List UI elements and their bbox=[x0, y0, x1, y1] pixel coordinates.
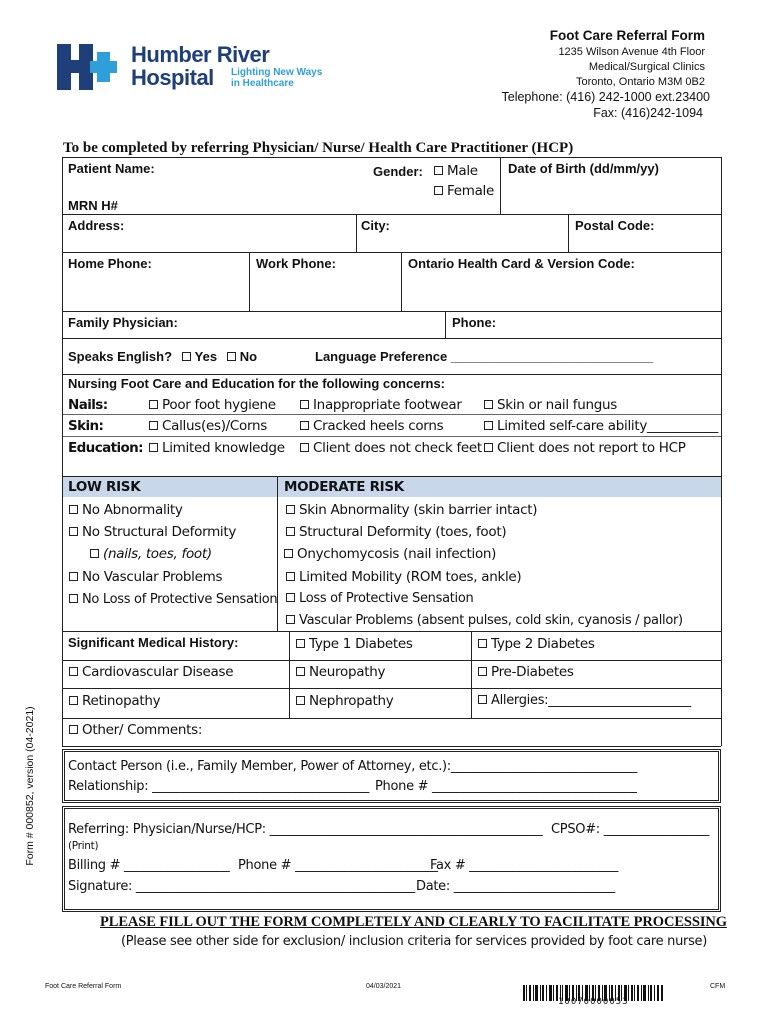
fill-out-subnotice: (Please see other side for exclusion/ inclusion criteria for services provided by foot care nurse) bbox=[121, 934, 708, 949]
cpso-line[interactable]: CPSO#: _________________ bbox=[551, 822, 710, 837]
health-card-label: Ontario Health Card & Version Code: bbox=[408, 256, 635, 271]
gender-label bbox=[373, 164, 423, 179]
history-text: Other/ Comments: bbox=[82, 722, 203, 738]
address-line2: Medical/Surgical Clinics bbox=[588, 61, 705, 73]
signature-line[interactable]: Signature: _____________________________________________ bbox=[68, 879, 415, 894]
male-checkbox[interactable] bbox=[434, 166, 443, 175]
mrn-label: MRN H# bbox=[68, 198, 118, 213]
moderate-risk-item[interactable] bbox=[286, 613, 683, 628]
history-item[interactable] bbox=[69, 722, 202, 738]
concern-education-c2[interactable] bbox=[300, 440, 482, 456]
logo-tagline1: Lighting New Ways bbox=[231, 67, 323, 78]
moderate-risk-item[interactable] bbox=[286, 591, 473, 606]
low-risk-title: LOW RISK bbox=[68, 479, 141, 495]
concern-checkbox[interactable] bbox=[484, 400, 493, 409]
low-risk-text: No Vascular Problems bbox=[82, 569, 223, 585]
form-title: Foot Care Referral Form bbox=[549, 28, 705, 43]
low-risk-item[interactable] bbox=[69, 592, 277, 607]
speaks-english-row bbox=[68, 349, 257, 364]
moderate-risk-text: Vascular Problems (absent pulses, cold skin, cyanosis / pallor) bbox=[299, 613, 683, 628]
referrer-phone-line[interactable]: Phone # _______________________ bbox=[238, 858, 438, 873]
hospital-logo bbox=[57, 42, 327, 94]
concern-nails-c1-text: Poor foot hygiene bbox=[162, 397, 276, 413]
gender-female-text: Female bbox=[447, 183, 495, 199]
low-risk-item[interactable] bbox=[69, 502, 183, 518]
family-physician-label: Family Physician: bbox=[68, 315, 178, 330]
concern-education-c3-text: Client does not report to HCP bbox=[497, 440, 686, 456]
concern-label-education: Education: bbox=[68, 440, 143, 456]
concern-checkbox[interactable] bbox=[300, 421, 309, 430]
history-checkbox[interactable] bbox=[478, 667, 487, 676]
footer-center-date: 04/03/2021 bbox=[366, 983, 402, 990]
low-risk-item[interactable] bbox=[69, 569, 222, 585]
concern-education-c3[interactable] bbox=[484, 440, 686, 456]
low-risk-text: No Loss of Protective Sensation bbox=[82, 592, 278, 607]
history-checkbox[interactable] bbox=[478, 639, 487, 648]
postal-code-label: Postal Code: bbox=[575, 218, 655, 233]
contact-phone-line[interactable]: Phone # _________________________________ bbox=[375, 779, 637, 794]
moderate-risk-checkbox[interactable] bbox=[286, 593, 295, 602]
patient-name-label: Patient Name: bbox=[68, 161, 155, 176]
history-item[interactable] bbox=[296, 664, 385, 680]
concern-education-c2-text: Client does not check feet bbox=[313, 440, 482, 456]
moderate-risk-item[interactable] bbox=[286, 524, 506, 540]
concern-education-c1[interactable] bbox=[149, 440, 285, 456]
concern-checkbox[interactable] bbox=[484, 421, 493, 430]
moderate-risk-checkbox[interactable] bbox=[284, 549, 293, 558]
fax: Fax: (416)242-1094 bbox=[593, 106, 703, 120]
dob-label: Date of Birth (dd/mm/yy) bbox=[508, 161, 659, 176]
gender-male-text: Male bbox=[447, 163, 478, 179]
referring-line[interactable]: Referring: Physician/Nurse/HCP: ____________________________________________ bbox=[68, 822, 543, 837]
history-text: Type 2 Diabetes bbox=[491, 636, 595, 652]
concern-nails-c2[interactable] bbox=[300, 397, 462, 413]
address-line3: Toronto, Ontario M3M 0B2 bbox=[575, 76, 705, 88]
concern-checkbox[interactable] bbox=[149, 400, 158, 409]
history-text: Pre-Diabetes bbox=[491, 664, 574, 680]
history-item[interactable] bbox=[478, 664, 574, 680]
concern-label-nails: Nails: bbox=[68, 397, 108, 413]
speaks-english-yes: Yes bbox=[194, 349, 218, 364]
concern-nails-c3-text: Skin or nail fungus bbox=[497, 397, 618, 413]
history-text: Cardiovascular Disease bbox=[82, 664, 234, 680]
concern-nails-c3[interactable] bbox=[484, 397, 617, 413]
concern-skin-c2[interactable] bbox=[300, 418, 443, 434]
moderate-risk-checkbox[interactable] bbox=[286, 505, 295, 514]
language-preference-label: Language Preference ____________________________ bbox=[315, 349, 654, 364]
print-note: (Print) bbox=[68, 840, 99, 852]
logo-line1: Humber River bbox=[131, 42, 270, 67]
barcode-number: 10070000053 bbox=[558, 997, 629, 1007]
concerns-title: Nursing Foot Care and Education for the following concerns: bbox=[68, 376, 446, 391]
history-item[interactable] bbox=[69, 664, 233, 680]
concern-skin-c3-text: Limited self-care ability___________ bbox=[497, 418, 718, 434]
gender-male-option[interactable] bbox=[434, 163, 478, 179]
history-item[interactable] bbox=[69, 693, 160, 709]
concern-checkbox[interactable] bbox=[300, 400, 309, 409]
moderate-risk-text: Structural Deformity (toes, foot) bbox=[299, 524, 507, 540]
low-risk-checkbox[interactable] bbox=[69, 527, 78, 536]
low-risk-text: No Structural Deformity bbox=[82, 524, 237, 540]
history-checkbox[interactable] bbox=[69, 667, 78, 676]
instruction-heading: To be completed by referring Physician/ Nurse/ Health Care Practitioner (HCP) bbox=[63, 140, 574, 156]
work-phone-label: Work Phone: bbox=[256, 256, 336, 271]
moderate-risk-item[interactable] bbox=[286, 569, 521, 585]
history-text: Allergies:_______________________ bbox=[491, 693, 691, 708]
concern-checkbox[interactable] bbox=[300, 443, 309, 452]
moderate-risk-item[interactable] bbox=[286, 502, 537, 518]
history-checkbox[interactable] bbox=[69, 725, 78, 734]
history-item[interactable] bbox=[478, 693, 691, 708]
concern-label-skin: Skin: bbox=[68, 418, 104, 434]
moderate-risk-text: Limited Mobility (ROM toes, ankle) bbox=[299, 569, 522, 585]
low-risk-item[interactable] bbox=[90, 546, 212, 562]
history-text: Type 1 Diabetes bbox=[309, 636, 413, 652]
low-risk-checkbox[interactable] bbox=[69, 594, 78, 603]
low-risk-text: No Abnormality bbox=[82, 502, 183, 518]
gender-female-option[interactable] bbox=[434, 183, 494, 199]
logo-tagline2: in Healthcare bbox=[231, 78, 294, 89]
logo-line2: Hospital bbox=[131, 65, 214, 90]
home-phone-label: Home Phone: bbox=[68, 256, 152, 271]
physician-phone-label: Phone: bbox=[452, 315, 497, 330]
low-risk-checkbox[interactable] bbox=[69, 572, 78, 581]
city-label: City: bbox=[361, 218, 390, 233]
concern-skin-c2-text: Cracked heels corns bbox=[313, 418, 444, 434]
low-risk-text: (nails, toes, foot) bbox=[103, 546, 212, 562]
referrer-fax-line[interactable]: Fax # ________________________ bbox=[430, 858, 619, 873]
low-risk-checkbox[interactable] bbox=[90, 549, 99, 558]
female-checkbox[interactable] bbox=[434, 186, 443, 195]
fill-out-notice: PLEASE FILL OUT THE FORM COMPLETELY AND CLEARLY TO FACILITATE PROCESSING bbox=[100, 914, 727, 930]
moderate-risk-checkbox[interactable] bbox=[286, 615, 295, 624]
history-item[interactable] bbox=[296, 636, 413, 652]
concern-skin-c1-text: Callus(es)/Corns bbox=[162, 418, 267, 434]
concern-checkbox[interactable] bbox=[484, 443, 493, 452]
moderate-risk-checkbox[interactable] bbox=[286, 572, 295, 581]
address-line1-text: 1235 Wilson Avenue 4th Floor bbox=[558, 46, 705, 58]
contact-box bbox=[62, 749, 721, 803]
speaks-english-yes-checkbox[interactable] bbox=[182, 352, 191, 361]
concern-skin-c1[interactable] bbox=[149, 418, 267, 434]
concern-nails-c1[interactable] bbox=[149, 397, 276, 413]
history-text: Neuropathy bbox=[309, 664, 386, 680]
logo-h-icon bbox=[57, 44, 125, 90]
concern-skin-c3[interactable] bbox=[484, 418, 718, 434]
date-line[interactable]: Date: __________________________ bbox=[416, 879, 615, 894]
low-risk-item[interactable] bbox=[69, 524, 236, 540]
speaks-english-no: No bbox=[239, 349, 258, 364]
history-checkbox[interactable] bbox=[296, 696, 305, 705]
history-item[interactable] bbox=[296, 693, 393, 709]
moderate-risk-item[interactable] bbox=[284, 546, 496, 562]
moderate-risk-title: MODERATE RISK bbox=[284, 479, 404, 495]
concern-nails-c2-text: Inappropriate footwear bbox=[313, 397, 462, 413]
speaks-english-no-checkbox[interactable] bbox=[227, 352, 236, 361]
moderate-risk-text: Skin Abnormality (skin barrier intact) bbox=[299, 502, 538, 518]
history-item[interactable] bbox=[478, 636, 595, 652]
telephone: Telephone: (416) 242-1000 ext.23400 bbox=[501, 90, 710, 104]
concern-education-c1-text: Limited knowledge bbox=[162, 440, 285, 456]
history-checkbox[interactable] bbox=[478, 695, 487, 704]
billing-line[interactable]: Billing # _________________ bbox=[68, 858, 230, 873]
low-risk-checkbox[interactable] bbox=[69, 505, 78, 514]
address-label: Address: bbox=[68, 218, 125, 233]
form-version-side-text: Form # 000852, version (04-2021) bbox=[24, 706, 36, 866]
moderate-risk-text: Onychomycosis (nail infection) bbox=[297, 546, 497, 562]
address-line1 bbox=[490, 46, 705, 58]
history-checkbox[interactable] bbox=[296, 667, 305, 676]
footer-right-code: CFM bbox=[710, 983, 726, 990]
medical-history-title: Significant Medical History: bbox=[68, 635, 239, 650]
history-checkbox[interactable] bbox=[69, 696, 78, 705]
moderate-risk-checkbox[interactable] bbox=[286, 527, 295, 536]
history-text: Retinopathy bbox=[82, 693, 161, 709]
speaks-english-label: Speaks English? bbox=[68, 349, 173, 364]
history-checkbox[interactable] bbox=[296, 639, 305, 648]
moderate-risk-text: Loss of Protective Sensation bbox=[299, 591, 474, 606]
footer-left-text: Foot Care Referral Form bbox=[45, 983, 122, 990]
concern-checkbox[interactable] bbox=[149, 421, 158, 430]
contact-person-line[interactable]: Contact Person (i.e., Family Member, Power of Attorney, etc.):______________________________ bbox=[68, 759, 637, 774]
gender-label-text: Gender: bbox=[373, 164, 423, 179]
concern-checkbox[interactable] bbox=[149, 443, 158, 452]
history-text: Nephropathy bbox=[309, 693, 394, 709]
relationship-line[interactable]: Relationship: ___________________________________ bbox=[68, 779, 370, 794]
